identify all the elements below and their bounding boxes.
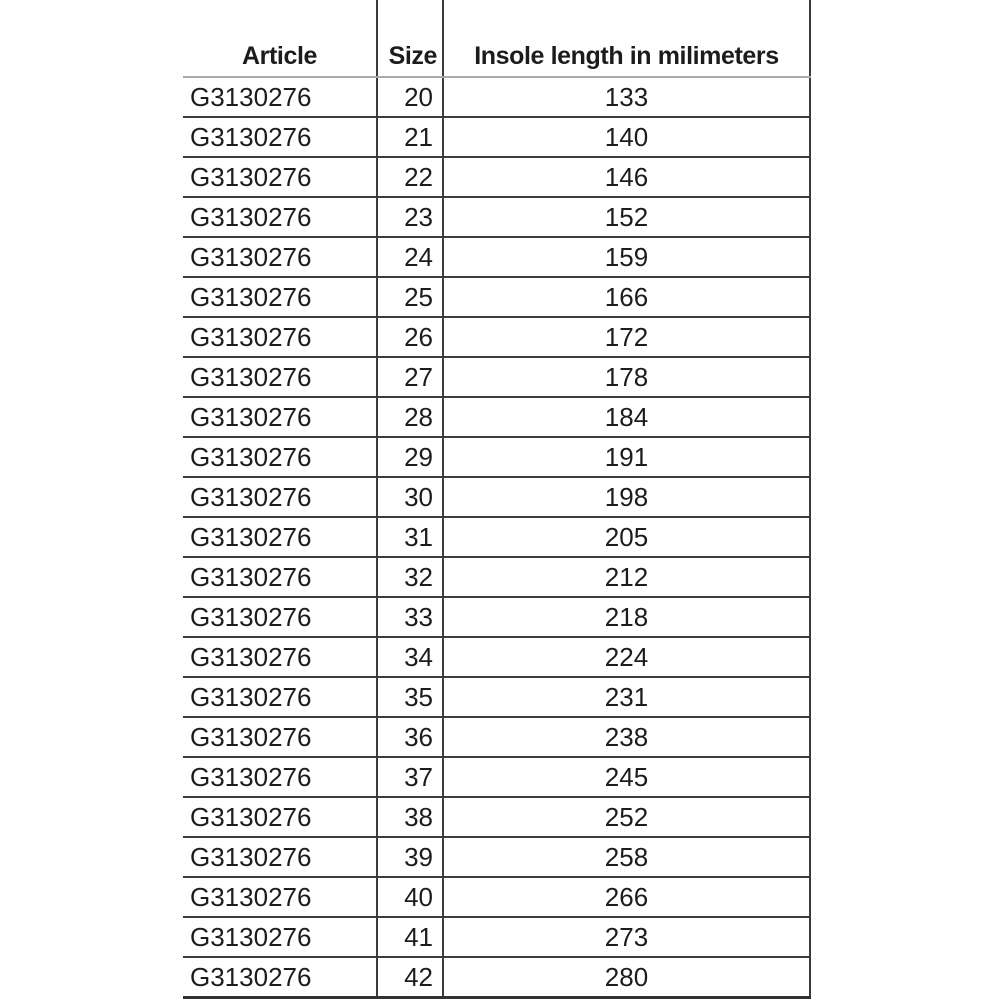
size-cell: 31 bbox=[377, 517, 443, 557]
insole-length-cell: 178 bbox=[443, 357, 810, 397]
article-cell: G3130276 bbox=[183, 797, 377, 837]
table-row bbox=[183, 197, 810, 237]
article-cell: G3130276 bbox=[183, 557, 377, 597]
column-header-article: Article bbox=[183, 0, 377, 77]
size-cell: 35 bbox=[377, 677, 443, 717]
table-row bbox=[183, 237, 810, 277]
column-header-size: Size bbox=[377, 0, 443, 77]
article-cell: G3130276 bbox=[183, 157, 377, 197]
size-cell: 39 bbox=[377, 837, 443, 877]
insole-length-cell: 224 bbox=[443, 637, 810, 677]
table-row bbox=[183, 557, 810, 597]
size-cell: 23 bbox=[377, 197, 443, 237]
insole-length-cell: 146 bbox=[443, 157, 810, 197]
article-cell: G3130276 bbox=[183, 917, 377, 957]
table-row bbox=[183, 397, 810, 437]
table-header bbox=[183, 0, 810, 77]
size-cell: 40 bbox=[377, 877, 443, 917]
table-row bbox=[183, 677, 810, 717]
table-row bbox=[183, 117, 810, 157]
article-cell: G3130276 bbox=[183, 837, 377, 877]
table-row bbox=[183, 317, 810, 357]
insole-length-cell: 231 bbox=[443, 677, 810, 717]
article-cell: G3130276 bbox=[183, 357, 377, 397]
size-cell: 29 bbox=[377, 437, 443, 477]
size-cell: 42 bbox=[377, 957, 443, 998]
article-cell: G3130276 bbox=[183, 517, 377, 557]
insole-length-cell: 245 bbox=[443, 757, 810, 797]
table-row bbox=[183, 837, 810, 877]
article-cell: G3130276 bbox=[183, 957, 377, 998]
article-cell: G3130276 bbox=[183, 637, 377, 677]
insole-length-cell: 166 bbox=[443, 277, 810, 317]
insole-length-cell: 212 bbox=[443, 557, 810, 597]
table-row bbox=[183, 277, 810, 317]
size-cell: 27 bbox=[377, 357, 443, 397]
table-row bbox=[183, 517, 810, 557]
article-cell: G3130276 bbox=[183, 77, 377, 117]
table-row bbox=[183, 437, 810, 477]
article-cell: G3130276 bbox=[183, 877, 377, 917]
size-cell: 36 bbox=[377, 717, 443, 757]
table-row bbox=[183, 157, 810, 197]
article-cell: G3130276 bbox=[183, 117, 377, 157]
article-cell: G3130276 bbox=[183, 477, 377, 517]
header-row bbox=[183, 0, 810, 77]
insole-length-cell: 191 bbox=[443, 437, 810, 477]
insole-length-cell: 266 bbox=[443, 877, 810, 917]
table-row bbox=[183, 477, 810, 517]
size-cell: 20 bbox=[377, 77, 443, 117]
size-cell: 41 bbox=[377, 917, 443, 957]
size-cell: 33 bbox=[377, 597, 443, 637]
size-cell: 22 bbox=[377, 157, 443, 197]
insole-length-cell: 252 bbox=[443, 797, 810, 837]
insole-length-cell: 172 bbox=[443, 317, 810, 357]
insole-length-cell: 152 bbox=[443, 197, 810, 237]
column-header-insole-length: Insole length in milimeters bbox=[443, 0, 810, 77]
insole-length-cell: 238 bbox=[443, 717, 810, 757]
size-cell: 30 bbox=[377, 477, 443, 517]
size-chart-table bbox=[183, 0, 811, 999]
article-cell: G3130276 bbox=[183, 277, 377, 317]
size-cell: 34 bbox=[377, 637, 443, 677]
article-cell: G3130276 bbox=[183, 317, 377, 357]
article-cell: G3130276 bbox=[183, 237, 377, 277]
article-cell: G3130276 bbox=[183, 597, 377, 637]
article-cell: G3130276 bbox=[183, 757, 377, 797]
table-row bbox=[183, 637, 810, 677]
insole-length-cell: 140 bbox=[443, 117, 810, 157]
size-cell: 25 bbox=[377, 277, 443, 317]
table-row bbox=[183, 757, 810, 797]
table-row bbox=[183, 797, 810, 837]
table-row bbox=[183, 357, 810, 397]
table-row bbox=[183, 597, 810, 637]
size-cell: 26 bbox=[377, 317, 443, 357]
size-cell: 28 bbox=[377, 397, 443, 437]
table-row bbox=[183, 717, 810, 757]
insole-length-cell: 205 bbox=[443, 517, 810, 557]
article-cell: G3130276 bbox=[183, 197, 377, 237]
table-row bbox=[183, 957, 810, 998]
size-cell: 37 bbox=[377, 757, 443, 797]
insole-length-cell: 258 bbox=[443, 837, 810, 877]
size-cell: 24 bbox=[377, 237, 443, 277]
insole-length-cell: 280 bbox=[443, 957, 810, 998]
article-cell: G3130276 bbox=[183, 677, 377, 717]
table-body bbox=[183, 77, 810, 998]
size-cell: 38 bbox=[377, 797, 443, 837]
article-cell: G3130276 bbox=[183, 397, 377, 437]
insole-length-cell: 273 bbox=[443, 917, 810, 957]
table-row bbox=[183, 77, 810, 117]
table-row bbox=[183, 917, 810, 957]
size-cell: 21 bbox=[377, 117, 443, 157]
insole-length-cell: 159 bbox=[443, 237, 810, 277]
article-cell: G3130276 bbox=[183, 717, 377, 757]
insole-length-cell: 133 bbox=[443, 77, 810, 117]
insole-length-cell: 218 bbox=[443, 597, 810, 637]
insole-length-cell: 184 bbox=[443, 397, 810, 437]
table-row bbox=[183, 877, 810, 917]
article-cell: G3130276 bbox=[183, 437, 377, 477]
insole-length-cell: 198 bbox=[443, 477, 810, 517]
size-cell: 32 bbox=[377, 557, 443, 597]
